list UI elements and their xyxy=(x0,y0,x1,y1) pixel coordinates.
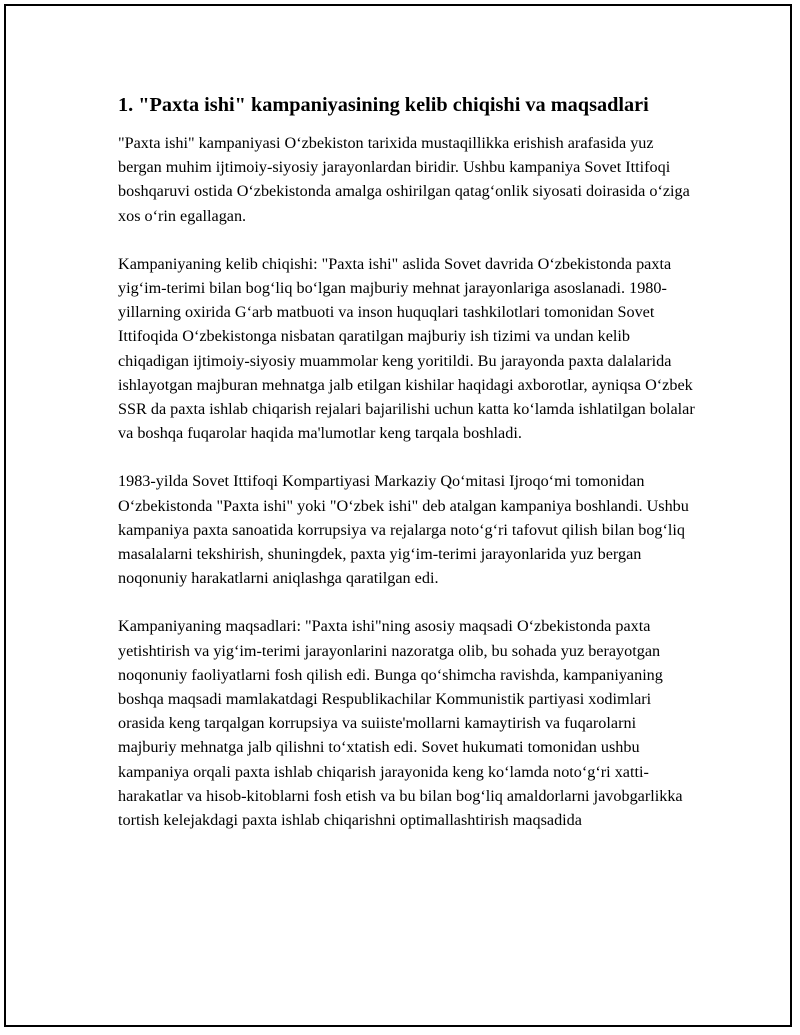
paragraph-origin: Kampaniyaning kelib chiqishi: "Paxta ishi" aslida Sovet davrida O‘zbekistonda paxta yig‘im-terimi bilan bog‘liq bo‘lgan majburiy mehnat jarayonlariga asoslanadi. 1980-yillarning oxirida G‘arb matbuoti va inson huquqlari tashkilotlari tomonidan Sovet Ittifoqida O‘zbekistonga nisbatan qaratilgan majburiy ish tizimi va undan kelib chiqadigan ijtimoiy-siyosiy muammolar keng yoritildi. Bu jarayonda paxta dalalarida ishlayotgan majburan mehnatga jalb etilgan kishilar haqidagi axborotlar, ayniqsa O‘zbek SSR da paxta ishlab chiqarish rejalari bajarilishi uchun katta ko‘lamda ishlatilgan bolalar va boshqa fuqarolar haqida ma'lumotlar keng tarqala boshladi. xyxy=(118,254,695,443)
section-heading: 1. "Paxta ishi" kampaniyasining kelib chiqishi va maqsadlari xyxy=(118,94,649,116)
paragraph-1983: 1983-yilda Sovet Ittifoqi Kompartiyasi Markaziy Qo‘mitasi Ijroqo‘mi tomonidan O‘zbekistonda "Paxta ishi" yoki "O‘zbek ishi" deb atalgan kampaniya boshlandi. Ushbu kampaniya paxta sanoatida korrupsiya va rejalarga noto‘g‘ri tafovut qilish bilan bog‘liq masalalarni tekshirish, shuningdek, paxta yig‘im-terimi jarayonlarida yuz bergan noqonuniy harakatlarni aniqlashga qaratilgan edi. xyxy=(118,472,689,588)
document-body xyxy=(118,91,698,856)
paragraph-goals: Kampaniyaning maqsadlari: "Paxta ishi"ning asosiy maqsadi O‘zbekistonda paxta yetishtirish va yig‘im-terimi jarayonlarini nazoratga olib, bu sohada yuz berayotgan noqonuniy faoliyatlarni fosh qilish edi. Bunga qo‘shimcha ravishda, kampaniyaning boshqa maqsadi mamlakatdagi Respublikachilar Kommunistik partiyasi xodimlari orasida keng tarqalgan korrupsiya va suiiste'mollarni kamaytirish va fuqarolarni majburiy mehnatga jalb qilishni to‘xtatish edi. Sovet hukumati tomonidan ushbu kampaniya orqali paxta ishlab chiqarish jarayonida keng ko‘lamda noto‘g‘ri xatti-harakatlar va hisob-kitoblarni fosh etish va bu bilan bog‘liq amaldorlarni javobgarlikka tortish kelejakdagi paxta ishlab chiqarishni optimallashtirish maqsadida xyxy=(118,617,683,830)
paragraph-intro: "Paxta ishi" kampaniyasi O‘zbekiston tarixida mustaqillikka erishish arafasida yuz bergan muhim ijtimoiy-siyosiy jarayonlardan biridir. Ushbu kampaniya Sovet Ittifoqi boshqaruvi ostida O‘zbekistonda amalga oshirilgan qatag‘onlik siyosati doirasida o‘ziga xos o‘rin egallagan. xyxy=(118,134,690,225)
